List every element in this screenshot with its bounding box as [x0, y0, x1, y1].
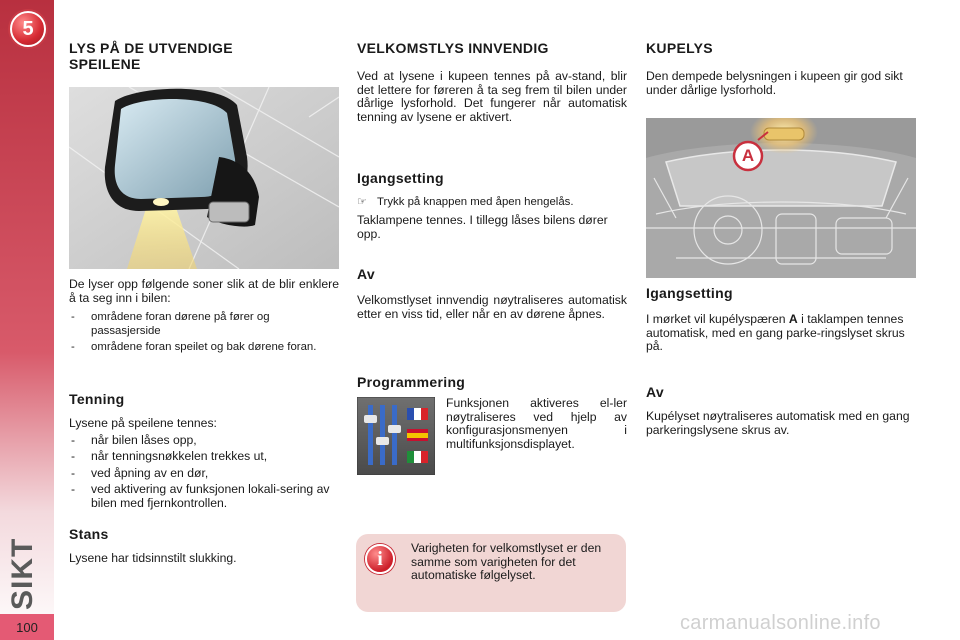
pointer-hand-icon: ☞ — [357, 196, 367, 208]
programmering-block — [357, 374, 627, 390]
welcome-av-block — [357, 266, 627, 321]
info-note-text: Varigheten for velkomstlyset er den samme som varigheten for det automatiske følgelyset. — [411, 541, 602, 582]
list-item: - områdene foran dørene på fører og passasjerside — [69, 311, 339, 338]
info-icon: i — [365, 544, 395, 574]
mirror-illustration-svg — [69, 87, 339, 269]
column-mirror-lights — [69, 40, 339, 72]
kupelys-text-after: i taklampen tennes automatisk, med en gang parke-ringslyset skrus på. — [646, 312, 905, 353]
kupelys-text-bold: A — [788, 312, 798, 326]
tenning-block — [69, 391, 339, 513]
subheading-igangsetting: Igangsetting — [646, 285, 733, 301]
mirror-light-illustration — [69, 87, 339, 269]
subheading-igangsetting: Igangsetting — [357, 170, 444, 186]
subheading-tenning: Tenning — [69, 391, 125, 407]
chapter-number-badge — [10, 11, 46, 47]
config-menu-icon-svg — [357, 397, 435, 475]
subheading-av: Av — [357, 266, 375, 282]
welcome-igangsetting-block — [357, 170, 627, 241]
kupelys-igangsetting-block — [646, 285, 916, 354]
column-welcome-lights — [357, 40, 627, 124]
kupelys-igangsetting-text — [646, 313, 916, 354]
kupelys-av-block — [646, 384, 916, 437]
list-item: - områdene foran speilet og bak dørene foran. — [69, 341, 339, 355]
welcome-av-text: Velkomstlyset innvendig nøytraliseres automatisk etter en viss tid, eller når en av dørene åpnes. — [357, 293, 627, 321]
section-label: SIKT — [6, 537, 39, 610]
section-heading-kupelys: KUPELYS — [646, 40, 713, 56]
list-item: - ved åpning av en dør, — [69, 467, 339, 481]
mirror-zones-intro: De lyser opp følgende soner slik at de blir enklere å ta seg inn i bilen: — [69, 277, 339, 305]
kupelys-av-text: Kupélyset nøytraliseres automatisk med en gang parkeringslysene skrus av. — [646, 409, 910, 437]
welcome-intro: Ved at lysene i kupeen tennes på av-stand, blir det lettere for føreren å ta seg frem til bilen under dårlige lysforhold. Det fungerer når automatisk tenning av lysene er aktivert. — [357, 69, 627, 124]
cabin-interior-illustration — [646, 118, 916, 278]
list-item: - når tenningsnøkkelen trekkes ut, — [69, 450, 339, 464]
tenning-intro: Lysene på speilene tennes: — [69, 416, 217, 430]
chapter-number: 5 — [22, 17, 34, 40]
igangsetting-text: Taklampene tennes. I tillegg låses bilens dører opp. — [357, 213, 608, 241]
kupelys-text-before: I mørket vil kupélyspæren — [646, 312, 789, 326]
igangsetting-bullet: Trykk på knappen med åpen hengelås. — [377, 196, 574, 208]
programmering-text: Funksjonen aktiveres el-ler nøytraliseres ved hjelp av konfigurasjonsmenyen i multifunksjonsdisplayet. — [446, 396, 627, 451]
cabin-illustration-svg — [646, 118, 916, 278]
subheading-av: Av — [646, 384, 664, 400]
section-heading-welcome-lights: VELKOMSTLYS INNVENDIG — [357, 40, 549, 56]
stans-block — [69, 526, 339, 566]
section-heading-mirror-lights: LYS PÅ DE UTVENDIGE SPEILENE — [69, 40, 233, 72]
page-number: 100 — [0, 614, 54, 640]
config-menu-icon — [357, 397, 435, 475]
stans-text: Lysene har tidsinnstilt slukking. — [69, 551, 237, 565]
list-item: - når bilen låses opp, — [69, 434, 339, 448]
list-item: - ved aktivering av funksjonen lokali-sering av bilen med fjernkontrollen. — [69, 483, 339, 510]
callout-label-a: A — [741, 146, 755, 165]
subheading-programmering: Programmering — [357, 374, 466, 390]
kupelys-intro: Den dempede belysningen i kupeen gir god sikt under dårlige lysforhold. — [646, 69, 903, 97]
subheading-stans: Stans — [69, 526, 109, 542]
mirror-zones-block — [69, 278, 339, 358]
watermark: carmanualsonline.info — [680, 612, 881, 634]
info-note — [356, 534, 626, 612]
column-interior-light — [646, 40, 916, 97]
